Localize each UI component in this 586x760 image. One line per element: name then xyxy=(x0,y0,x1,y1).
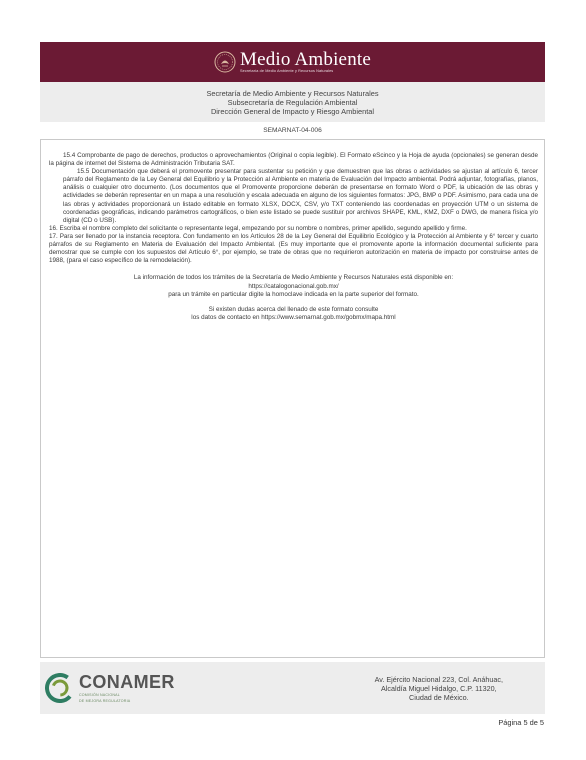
content-panel xyxy=(40,139,545,658)
paragraph-16: 16. Escriba el nombre completo del solicitante o representante legal, empezando por su nombre o nombres, primer apellido, segundo apellido y firme. xyxy=(49,224,467,232)
paragraph-15-5: 15.5 Documentación que deberá el promovente presentar para sustentar su petición y que demuestren que las obras o actividades se ajustan al artículo 6, tercer párrafo del Reglamento de la Ley General del Equilibrio y la Protección al Ambiente en materia de Evaluación del Impacto ambiental. Podrá adjuntar, fotografías, planos, análisis o cualquier otro documento. (Los documentos que el Promovente proporcione deberán de presentarse en formato Word o PDF, la ubicación de las obras y actividades se deberán representar en un mapa a una resolución y escala adecuada en alguno de los siguientes formatos: JPG, BMP o PDF. Asimismo, para cada una de las obras y actividades proporcionará un listado editable en formato XLSX, DOCX, CSV, y/o TXT conteniendo las coordenadas en proyección UTM o un sistema de coordenadas geográficas, indicando parámetros cartográficos, o bien este listado se puede sustituir por archivos SHAPE, KML, KMZ, DXF o DWG, de manera física y/o digital (CD o USB). xyxy=(63,168,538,224)
government-seal-icon xyxy=(214,51,236,73)
header-line-1: Secretaría de Medio Ambiente y Recursos Naturales xyxy=(206,89,379,98)
paragraph-15-4: 15.4 Comprobante de pago de derechos, productos o aprovechamientos (Original o copia legible). El Formato eScinco y la Hoja de ayuda (opcionales) se generan desde la página de internet del Sistema de Administración Tributaria SAT. xyxy=(49,152,538,168)
footer-address xyxy=(375,675,503,702)
info-line-3: para un trámite en particular digite la homoclave indicada en la parte superior del formato. xyxy=(168,291,419,299)
address-line-3: Ciudad de México. xyxy=(409,692,469,702)
conamer-icon xyxy=(45,673,75,703)
banner-title: Medio Ambiente xyxy=(239,49,372,71)
address-line-2: Alcaldía Miguel Hidalgo, C.P. 11320, xyxy=(381,683,497,693)
conamer-subtitle-1: COMISIÓN NACIONAL xyxy=(79,692,120,697)
conamer-subtitle-2: DE MEJORA REGULATORIA xyxy=(79,699,131,703)
agency-header xyxy=(40,82,545,122)
banner-subtitle: Secretaría de Medio Ambiente y Recursos Naturales xyxy=(239,69,334,74)
info-line-4: Si existen dudas acerca del llenado de este formato consulte xyxy=(208,305,379,313)
footer xyxy=(40,662,545,714)
header-line-2: Subsecretaría de Regulación Ambiental xyxy=(227,98,358,108)
header-line-3: Dirección General de Impacto y Riesgo Ambiental xyxy=(210,107,375,117)
contact-link[interactable]: los datos de contacto en https://www.semarnat.gob.mx/gobmx/mapa.html xyxy=(191,313,396,321)
info-block xyxy=(49,274,538,322)
header-banner xyxy=(40,42,545,82)
paragraph-17: 17. Para ser llenado por la instancia receptora. Con fundamento en los Artículos 28 de la Ley General del Equilibrio Ecológico y la Protección al Ambiente y 6° tercer y cuarto párrafos de su Reglamento en Materia de Evaluación del Impacto Ambiental. (Es muy importante que el promovente aporte la información documental suficiente para demostrar que se cumple con los supuestos del Artículo 6°, por ejemplo, se trate de obras que no requirieron autorización en materia de impacto por construirse antes de 1988, (para el caso específico de la remodelación). xyxy=(49,232,538,265)
conamer-logo xyxy=(45,673,175,704)
info-line-1: La información de todos los trámites de la Secretaría de Medio Ambiente y Recursos Naturales está disponible en: xyxy=(133,274,454,282)
form-code: SEMARNAT-04-006 xyxy=(263,127,322,134)
address-line-1: Av. Ejército Nacional 223, Col. Anáhuac, xyxy=(374,674,503,684)
catalog-link[interactable]: https://catalogonacional.gob.mx/ xyxy=(248,282,339,290)
conamer-title: CONAMER xyxy=(79,671,175,692)
page-number: Página 5 de 5 xyxy=(498,718,544,727)
medio-ambiente-logo xyxy=(214,50,371,74)
